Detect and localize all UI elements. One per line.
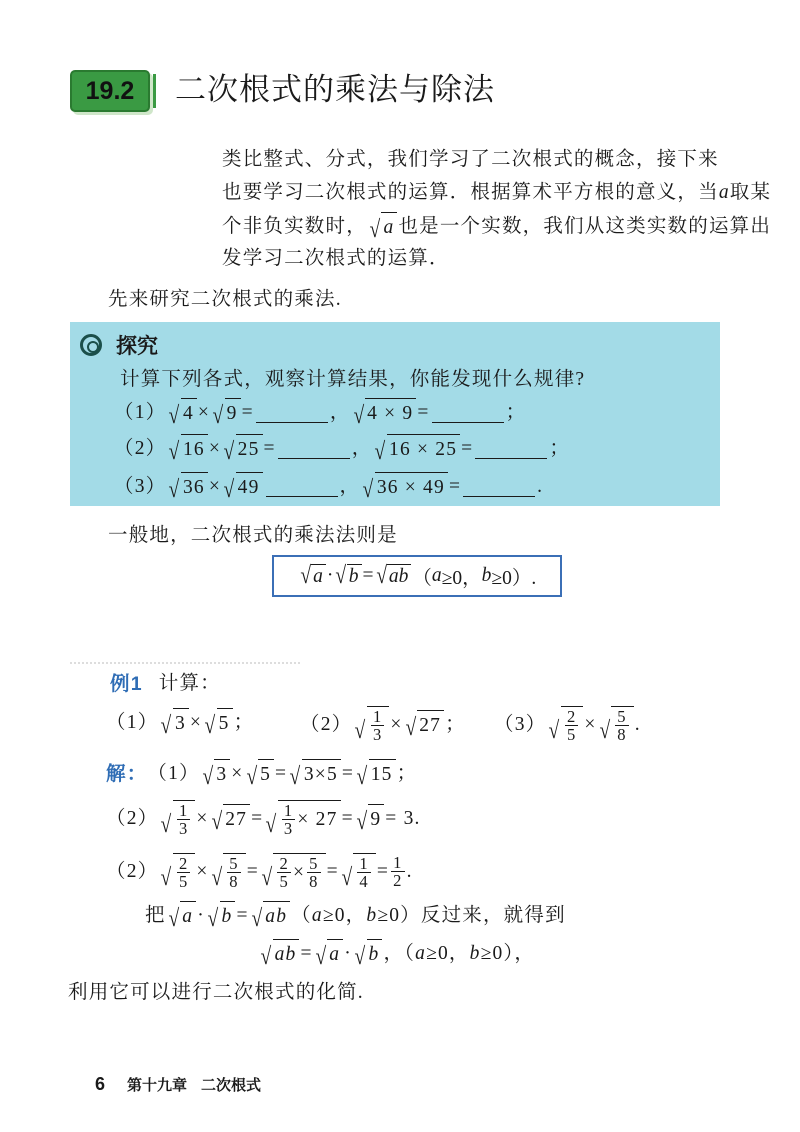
radicand: [236, 434, 263, 464]
radical-sign-icon: √: [212, 401, 225, 429]
page-footer: [95, 1074, 261, 1095]
radicand: [223, 804, 250, 834]
radical-sign-icon: √: [265, 811, 278, 839]
math-text: 取某: [729, 182, 772, 203]
math-text: ×: [231, 763, 244, 784]
radicand: [367, 706, 389, 744]
fraction-denominator: 5: [279, 872, 289, 892]
square-root: [264, 800, 340, 838]
square-root: [598, 706, 634, 744]
radical-sign-icon: √: [599, 717, 611, 745]
fraction-numerator: 2: [566, 707, 577, 726]
math-variable: b: [366, 905, 378, 926]
radicand: [181, 472, 208, 502]
square-root: [314, 939, 344, 969]
radicand: [214, 759, 230, 789]
multiplication-rule-box: [272, 555, 562, 597]
radicand: [173, 800, 195, 838]
square-root: [222, 434, 262, 464]
math-text: 一般地，二次根式的乘法法则是: [108, 525, 398, 546]
square-root: [203, 708, 233, 738]
math-text: .: [537, 476, 544, 497]
math-text: =: [341, 807, 354, 829]
radicand: [302, 759, 341, 789]
radicand: [365, 398, 416, 428]
fraction-denominator: 8: [617, 725, 627, 745]
fraction-denominator: 4: [359, 872, 369, 892]
radicand: [258, 759, 274, 789]
math-text: （3）: [114, 476, 167, 497]
radicand: [273, 939, 300, 969]
radicand: [181, 434, 208, 464]
fraction-numerator: 1: [372, 707, 383, 726]
math-text: ；: [445, 713, 466, 735]
math-text: =: [417, 402, 430, 423]
badge-divider: [153, 74, 156, 108]
square-root: [355, 759, 395, 789]
math-text: .: [634, 713, 641, 735]
explore-magnifier-icon: [80, 334, 102, 356]
radicand: [236, 472, 263, 502]
answer-blank: [432, 404, 504, 423]
fraction-numerator: 2: [178, 854, 189, 873]
reverse-formula: [258, 939, 535, 969]
dotted-separator: [70, 662, 300, 664]
square-root: [201, 759, 231, 789]
fraction-denominator: 8: [229, 872, 239, 892]
math-text: （2）: [106, 860, 159, 882]
math-text: ·: [197, 905, 205, 926]
math-text: ≥0，: [426, 943, 470, 964]
radical-sign-icon: √: [374, 437, 387, 465]
math-text: 计算下列各式，观察计算结果，你能发现什么规律?: [120, 369, 586, 390]
fraction-numerator: 1: [283, 801, 294, 820]
radical-sign-icon: √: [168, 401, 181, 429]
explore-question: [120, 366, 585, 394]
intro-line: [222, 179, 771, 207]
radical-sign-icon: √: [315, 942, 327, 970]
math-text: ，: [351, 438, 373, 459]
radicand: [561, 706, 583, 744]
math-text: =: [263, 438, 276, 459]
math-text: 发学习二次根式的运算．: [222, 248, 450, 269]
example-problem: [300, 706, 466, 744]
fraction: [177, 855, 190, 891]
math-text: ×: [390, 713, 403, 735]
math-text: ，: [329, 402, 351, 423]
math-text: 先来研究二次根式的乘法.: [108, 289, 342, 310]
radical-sign-icon: √: [211, 864, 223, 892]
math-text: =: [300, 943, 313, 964]
math-variable: a: [415, 943, 427, 964]
square-root: [167, 901, 197, 931]
radical-sign-icon: √: [335, 561, 347, 589]
radicand: [263, 901, 290, 931]
math-text: ≥0）.: [491, 568, 537, 589]
math-text: .: [406, 860, 413, 882]
radicand: [180, 901, 196, 931]
page-number: 6: [95, 1074, 106, 1094]
math-text: （2）: [106, 807, 159, 829]
radical-sign-icon: √: [168, 475, 181, 503]
math-variable: ab: [274, 944, 297, 965]
math-text: 9: [226, 403, 238, 424]
radical-sign-icon: √: [375, 561, 387, 589]
answer-blank: [266, 478, 338, 497]
math-text: ；: [505, 402, 527, 423]
math-variable: b: [348, 566, 359, 587]
radical-sign-icon: √: [289, 762, 302, 790]
math-text: 也是一个实数，我们从这类实数的运算出: [398, 216, 772, 237]
math-text: ，: [339, 476, 361, 497]
fraction-numerator: 1: [359, 854, 369, 873]
math-text: ≥0，: [441, 568, 482, 589]
radicand: [381, 212, 397, 242]
math-text: ×: [584, 713, 597, 735]
math-text: =: [246, 860, 259, 882]
math-variable: a: [329, 944, 341, 965]
solution-label: 解：: [106, 763, 148, 785]
math-text: （1）: [147, 763, 200, 784]
fraction: [615, 708, 628, 744]
chapter-label: 第十九章: [127, 1077, 188, 1094]
math-text: 16 × 25: [389, 439, 458, 460]
math-text: × 27: [297, 808, 338, 830]
radical-sign-icon: √: [354, 717, 367, 745]
fraction: [282, 802, 295, 838]
math-text: ≥0）反过来，就得到: [377, 905, 566, 926]
math-text: 9: [370, 808, 382, 830]
radical-sign-icon: √: [405, 713, 417, 741]
radicand: [387, 564, 412, 588]
radicand: [347, 564, 362, 588]
explore-row: [114, 398, 526, 428]
math-text: 49: [237, 477, 260, 498]
math-text: 利用它可以进行二次根式的化简.: [68, 982, 364, 1003]
radical-sign-icon: √: [362, 475, 375, 503]
radical-sign-icon: √: [251, 904, 263, 932]
math-text: （1）: [114, 402, 167, 423]
radical-sign-icon: √: [204, 711, 217, 739]
square-root: [211, 398, 241, 428]
intro-line: [222, 146, 719, 174]
fraction-numerator: 5: [617, 707, 627, 726]
math-text: ，（: [383, 943, 416, 964]
radicand: [181, 398, 197, 428]
fraction-numerator: 1: [393, 853, 403, 872]
solution-step: [106, 853, 413, 891]
math-text: 把: [145, 905, 166, 926]
square-root: [167, 434, 207, 464]
square-root: [404, 710, 444, 740]
math-text: （3）: [494, 713, 547, 735]
math-text: =: [236, 905, 249, 926]
radical-sign-icon: √: [260, 942, 273, 970]
answer-blank: [463, 478, 535, 497]
math-text: =: [326, 860, 339, 882]
fraction: [391, 854, 404, 890]
answer-blank: [278, 440, 350, 459]
explore-title: 探究: [116, 335, 158, 358]
example-problem: [106, 708, 254, 738]
explore-row: [114, 434, 570, 464]
square-root: [206, 901, 236, 931]
square-root: [210, 853, 246, 891]
math-text: =: [275, 763, 288, 784]
math-variable: ab: [388, 566, 409, 587]
math-variable: a: [383, 217, 395, 238]
square-root: [159, 708, 189, 738]
math-text: 16: [182, 439, 205, 460]
math-text: ；: [549, 438, 571, 459]
square-root: [245, 759, 275, 789]
math-text: 类比整式、分式，我们学习了二次根式的概念，接下来: [222, 149, 719, 170]
example-prompt: 计算：: [158, 673, 221, 694]
radical-sign-icon: √: [168, 904, 180, 932]
radical-sign-icon: √: [548, 717, 561, 745]
lead-text: [108, 286, 342, 314]
radicand: [311, 564, 326, 588]
math-text: （: [412, 568, 432, 589]
fraction-numerator: 5: [309, 854, 319, 873]
radicand: [375, 472, 448, 502]
example-heading: [110, 670, 221, 698]
math-variable: a: [718, 182, 730, 203]
fraction-denominator: 5: [566, 725, 577, 745]
math-text: 36 × 49: [376, 477, 445, 498]
math-variable: b: [221, 906, 233, 927]
radical-sign-icon: √: [341, 864, 353, 892]
section-title: 二次根式的乘法与除法: [175, 72, 495, 107]
square-root: [352, 398, 417, 428]
radical-sign-icon: √: [202, 762, 214, 790]
radicand: [220, 901, 236, 931]
square-root: [361, 472, 448, 502]
intro-line: [222, 245, 450, 273]
answer-blank: [475, 440, 547, 459]
section-number-badge: 19.2: [70, 70, 150, 112]
square-root: [167, 398, 197, 428]
math-text: =: [241, 402, 254, 423]
square-root: [334, 561, 361, 589]
math-text: 也要学习二次根式的运算．根据算术平方根的意义，当: [222, 182, 719, 203]
math-text: =: [251, 807, 264, 829]
math-variable: b: [469, 943, 481, 964]
math-text: （2）: [114, 438, 167, 459]
fraction-numerator: 2: [279, 854, 289, 873]
math-text: ×: [292, 861, 306, 883]
example-problem: [494, 706, 641, 744]
radicand: [327, 939, 343, 969]
radical-sign-icon: √: [211, 807, 223, 835]
radical-sign-icon: √: [223, 437, 236, 465]
square-root: [260, 853, 326, 891]
radicand: [278, 800, 341, 838]
math-text: ×: [196, 807, 209, 829]
square-root: [299, 561, 326, 589]
math-text: =: [461, 438, 474, 459]
radical-sign-icon: √: [354, 942, 367, 970]
math-text: 27: [225, 808, 248, 830]
radical-sign-icon: √: [160, 711, 173, 739]
math-text: 15: [370, 764, 393, 785]
radical-sign-icon: √: [160, 864, 173, 892]
math-text: ≥0，: [322, 905, 367, 926]
answer-blank: [256, 404, 328, 423]
square-root: [373, 434, 460, 464]
square-root: [159, 853, 195, 891]
solution-line: [106, 759, 417, 789]
square-root: [259, 939, 299, 969]
math-text: ；: [396, 763, 418, 784]
fraction: [357, 855, 370, 891]
math-text: ×: [208, 438, 222, 459]
math-text: =: [362, 565, 374, 586]
radicand: [417, 710, 444, 740]
solution-step: [106, 800, 421, 838]
intro-line: [222, 212, 771, 242]
math-text: 27: [419, 714, 442, 736]
math-text: 25: [237, 439, 260, 460]
square-root: [340, 853, 376, 891]
square-root: [375, 561, 412, 589]
math-variable: a: [311, 905, 323, 926]
math-text: =: [376, 860, 390, 882]
radicand: [353, 853, 375, 891]
math-text: ×: [196, 860, 209, 882]
fraction: [565, 708, 578, 744]
math-text: 个非负实数时，: [222, 216, 367, 237]
square-root: [159, 800, 195, 838]
square-root: [222, 472, 262, 502]
math-text: ·: [326, 565, 334, 586]
square-root: [353, 939, 383, 969]
fraction-numerator: 5: [229, 854, 239, 873]
math-variable: a: [431, 565, 442, 586]
radicand: [369, 759, 396, 789]
math-text: 3×5: [303, 764, 338, 785]
math-text: 4: [182, 403, 194, 424]
math-text: ×: [189, 712, 203, 733]
radicand: [173, 708, 189, 738]
fraction: [227, 855, 240, 891]
square-root: [355, 804, 385, 834]
math-text: 4 × 9: [367, 403, 414, 424]
math-text: 3: [216, 764, 228, 785]
radical-sign-icon: √: [207, 904, 220, 932]
math-text: = 3.: [385, 807, 421, 829]
radicand: [223, 853, 245, 891]
math-text: =: [341, 763, 355, 784]
radical-sign-icon: √: [223, 475, 236, 503]
math-text: 5: [260, 764, 272, 785]
math-variable: a: [313, 566, 323, 587]
math-text: ·: [344, 943, 352, 964]
math-text: （2）: [300, 713, 353, 735]
radicand: [387, 434, 460, 464]
fraction-denominator: 2: [393, 871, 403, 891]
math-text: 5: [218, 713, 230, 734]
square-root: [250, 901, 290, 931]
fraction-denominator: 8: [309, 872, 319, 892]
math-text: 36: [182, 477, 205, 498]
radical-sign-icon: √: [352, 401, 365, 429]
radicand: [173, 853, 195, 891]
radical-sign-icon: √: [356, 762, 369, 790]
radical-sign-icon: √: [300, 561, 311, 589]
solution-step: [147, 759, 417, 789]
square-root: [368, 212, 398, 242]
closing-text: [68, 979, 364, 1007]
radical-sign-icon: √: [160, 811, 173, 839]
radical-sign-icon: √: [369, 215, 382, 243]
math-text: =: [448, 476, 462, 497]
radical-sign-icon: √: [261, 864, 274, 892]
square-root: [353, 706, 389, 744]
example-label: 例1: [110, 673, 143, 695]
radical-sign-icon: √: [245, 762, 258, 790]
radicand: [368, 804, 384, 834]
fraction: [307, 855, 320, 891]
fraction-denominator: 5: [178, 872, 189, 892]
radicand: [367, 939, 383, 969]
math-text: 3: [174, 713, 186, 734]
fraction-denominator: 3: [372, 725, 383, 745]
math-text: ≥0），: [480, 943, 536, 964]
square-root: [547, 706, 583, 744]
radicand: [225, 398, 241, 428]
math-variable: b: [368, 944, 380, 965]
radicand: [611, 706, 633, 744]
radicand: [217, 708, 233, 738]
radical-sign-icon: √: [168, 437, 181, 465]
fraction-numerator: 1: [178, 801, 189, 820]
reverse-text: [145, 901, 566, 931]
fraction: [371, 708, 384, 744]
math-text: （: [291, 905, 312, 926]
rule-intro: [108, 522, 398, 550]
math-variable: ab: [265, 906, 288, 927]
fraction: [277, 855, 290, 891]
square-root: [167, 472, 207, 502]
fraction-denominator: 3: [283, 819, 294, 839]
math-text: （1）: [106, 712, 159, 733]
square-root: [288, 759, 341, 789]
math-text: ×: [197, 402, 211, 423]
radical-sign-icon: √: [356, 807, 368, 835]
math-text: ；: [233, 712, 255, 733]
chapter-title: 二次根式: [201, 1077, 262, 1094]
fraction-denominator: 3: [178, 819, 189, 839]
explore-heading: [80, 330, 158, 360]
radicand: [273, 853, 325, 891]
math-variable: b: [481, 565, 492, 586]
fraction: [177, 802, 190, 838]
explore-row: [114, 472, 543, 502]
math-text: ×: [208, 476, 222, 497]
square-root: [210, 804, 250, 834]
math-variable: a: [182, 906, 194, 927]
